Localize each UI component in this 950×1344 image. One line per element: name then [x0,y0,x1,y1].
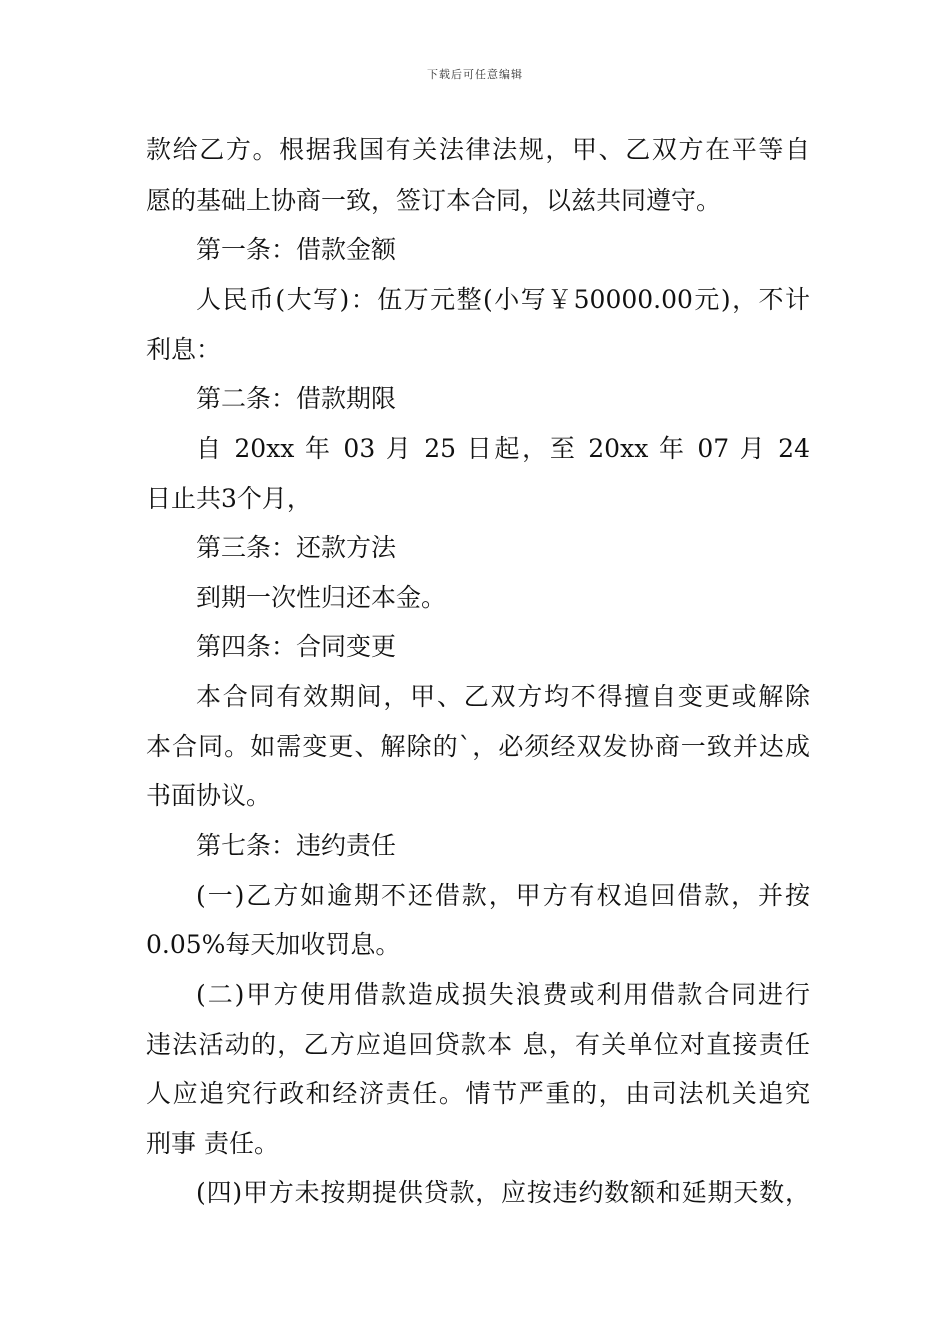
text-line: 书面协议。 [146,781,272,810]
section-heading: 第二条：借款期限 [196,384,397,413]
text-line: (一)乙方如逾期不还借款，甲方有权追回借款，并按 [196,881,810,910]
page-header: 下载后可任意编辑 [427,68,523,81]
text-line: 0.05%每天加收罚息。 [146,930,401,959]
text-line: 利息： [146,335,222,364]
text-line: 到期一次性归还本金。 [196,583,447,612]
text-line: 自 20xx 年 03 月 25 日起，至 20xx 年 07 月 24 [196,434,810,463]
text-line: 本合同有效期间，甲、乙双方均不得擅自变更或解除 [196,682,810,711]
text-line: 款给乙方。根据我国有关法律法规，甲、乙双方在平等自 [146,135,810,164]
text-line: 违法活动的，乙方应追回贷款本 息，有关单位对直接责任 [146,1030,810,1059]
text-line: 人民币(大写)：伍万元整(小写￥50000.00元)，不计 [196,285,810,314]
text-line: 刑事 责任。 [146,1129,279,1158]
section-heading: 第七条：违约责任 [196,831,397,860]
section-heading: 第三条：还款方法 [196,533,397,562]
text-line: (四)甲方未按期提供贷款，应按违约数额和延期天数， [196,1178,810,1207]
text-line: 人应追究行政和经济责任。情节严重的，由司法机关追究 [146,1079,810,1108]
text-line: 本合同。如需变更、解除的`，必须经双发协商一致并达成 [146,732,810,761]
section-heading: 第四条：合同变更 [196,632,397,661]
text-line: (二)甲方使用借款造成损失浪费或利用借款合同进行 [196,980,810,1009]
section-heading: 第一条：借款金额 [196,235,397,264]
text-line: 日止共3个月， [146,484,312,513]
text-line: 愿的基础上协商一致，签订本合同，以兹共同遵守。 [146,186,722,215]
